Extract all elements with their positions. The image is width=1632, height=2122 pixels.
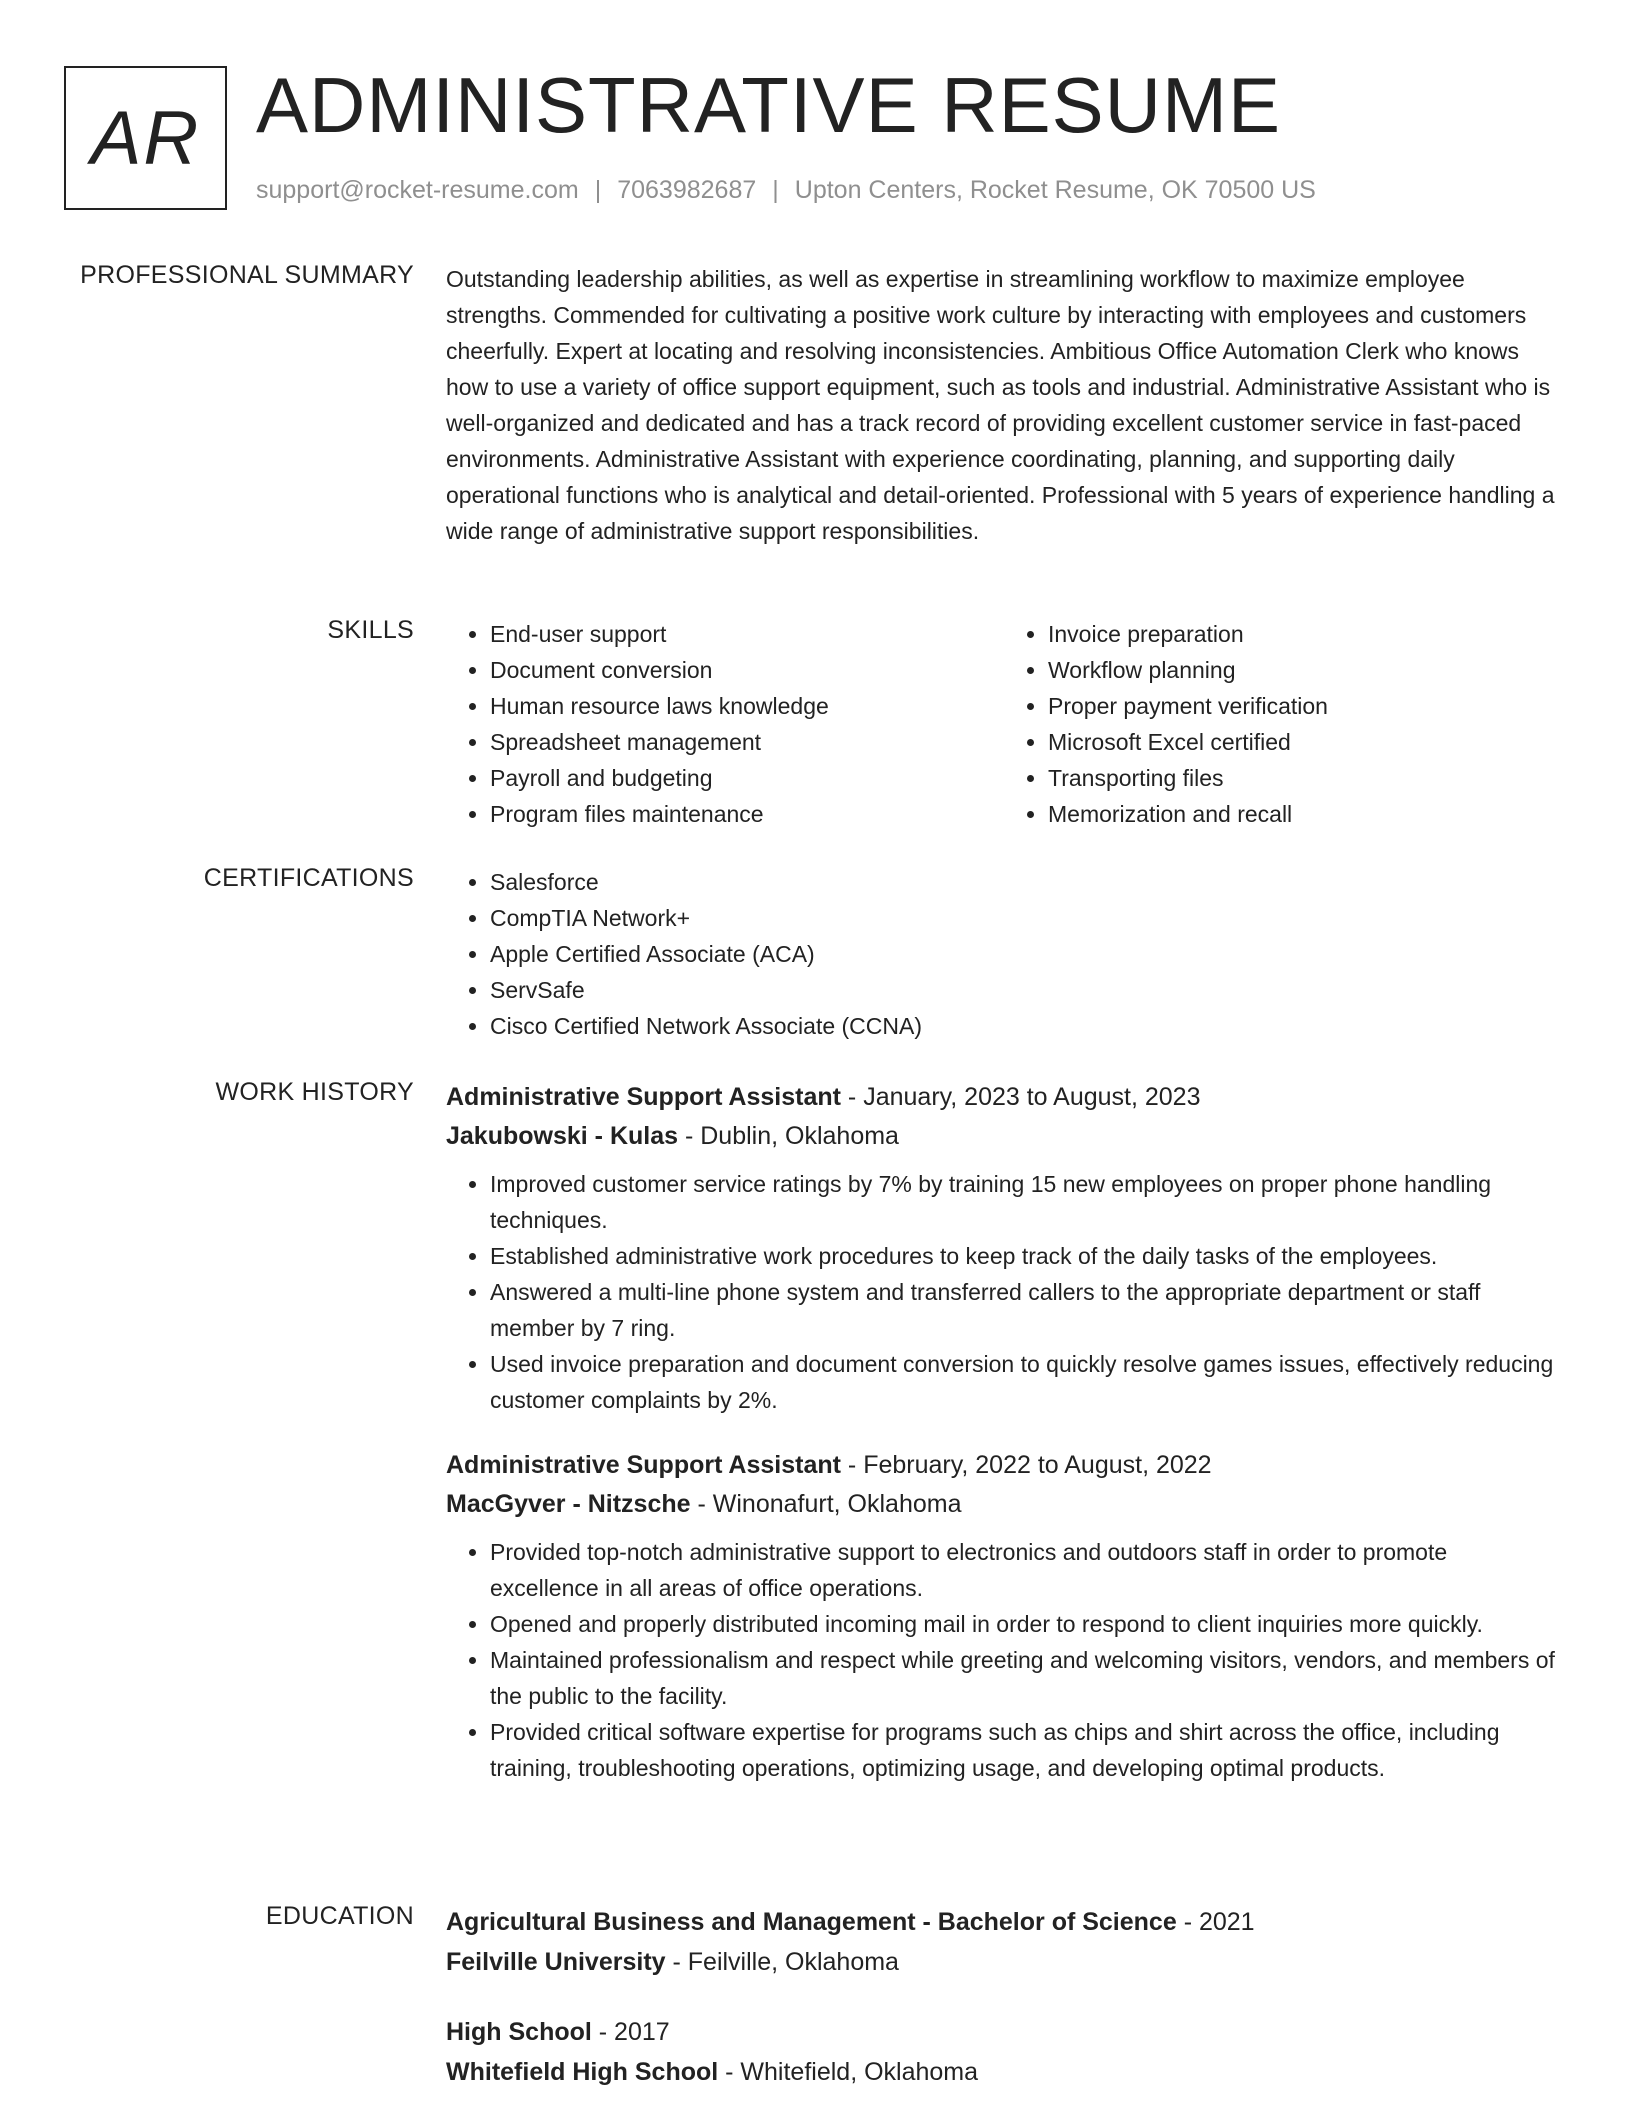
contact-phone[interactable]: 7063982687 — [617, 176, 757, 204]
skill-item: • Invoice preparation — [1048, 616, 1562, 652]
work-history-body — [446, 1078, 1562, 1814]
resume-header — [64, 61, 1564, 211]
education-school: Feilville University — [446, 1948, 666, 1976]
education-entry — [446, 1902, 1562, 1982]
job-title: Administrative Support Assistant — [446, 1451, 841, 1479]
job-bullet: • Improved customer service ratings by 7% by training 15 new employees on proper phone handling techniques. — [490, 1166, 1562, 1238]
contact-email[interactable]: support@rocket-resume.com — [256, 176, 579, 204]
resume-title: ADMINISTRATIVE RESUME — [256, 61, 1281, 149]
certification-item: • CompTIA Network+ — [490, 900, 1562, 936]
job-company-line — [446, 1117, 1562, 1156]
section-label-education: EDUCATION — [265, 1902, 414, 1930]
skill-item: • End-user support — [490, 616, 1004, 652]
monogram-logo: AR — [64, 66, 227, 210]
skill-item: • Document conversion — [490, 652, 1004, 688]
education-school-line — [446, 1942, 1562, 1982]
job-bullet: • Used invoice preparation and document conversion to quickly resolve games issues, effectively reducing customer complaints by 2%. — [490, 1346, 1562, 1418]
contact-separator: | — [594, 176, 602, 204]
skill-item: • Spreadsheet management — [490, 724, 1004, 760]
education-entry — [446, 2012, 1562, 2092]
job-company: Jakubowski - Kulas — [446, 1122, 679, 1150]
education-body — [446, 1902, 1562, 2122]
job-bullets — [446, 1534, 1562, 1786]
skill-item: • Memorization and recall — [1048, 796, 1562, 832]
job-title-line — [446, 1078, 1562, 1117]
skill-item: • Workflow planning — [1048, 652, 1562, 688]
education-school: Whitefield High School — [446, 2058, 719, 2086]
summary-text: Outstanding leadership abilities, as well as expertise in streamlining workflow to maximize employee strengths. Commended for cultivating a positive work culture by interacting with employees and customers cheerfully. Expert at locating and resolving inconsistencies. Ambitious Office Automation Clerk who knows how to use a variety of office support equipment, such as tools and industrial. Administrative Assistant who is well-organized and dedicated and has a track record of providing excellent customer service in fast-paced environments. Administrative Assistant with experience coordinating, planning, and supporting daily operational functions who is analytical and detail-oriented. Professional with 5 years of experience handling a wide range of administrative support responsibilities. — [446, 266, 1555, 544]
job-bullets — [446, 1166, 1562, 1418]
contact-line — [256, 176, 1316, 205]
education-degree: High School — [446, 2018, 592, 2046]
job-dates: - February, 2022 to August, 2022 — [840, 1451, 1212, 1479]
job-bullet: • Established administrative work procedures to keep track of the daily tasks of the employees. — [490, 1238, 1562, 1274]
contact-separator: | — [772, 176, 779, 204]
education-year: - 2017 — [591, 2018, 670, 2046]
education-school-line — [446, 2052, 1562, 2092]
skills-columns — [446, 616, 1562, 832]
section-label-summary: PROFESSIONAL SUMMARY — [80, 261, 414, 289]
skill-item: • Payroll and budgeting — [490, 760, 1004, 796]
certifications-body — [446, 864, 1562, 1044]
skill-item: • Human resource laws knowledge — [490, 688, 1004, 724]
section-label-work-history: WORK HISTORY — [215, 1078, 414, 1106]
skill-item: • Transporting files — [1048, 760, 1562, 796]
job-title: Administrative Support Assistant — [446, 1083, 841, 1111]
job-bullet: • Opened and properly distributed incoming mail in order to respond to client inquiries more quickly. — [490, 1606, 1562, 1642]
job-location: - Winonafurt, Oklahoma — [690, 1490, 962, 1518]
education-degree-line — [446, 1902, 1562, 1942]
job-title-line — [446, 1446, 1562, 1485]
summary-body — [446, 261, 1562, 549]
certification-item: • Salesforce — [490, 864, 1562, 900]
education-degree: Agricultural Business and Management - Bachelor of Science — [446, 1908, 1177, 1936]
job-bullet: • Provided critical software expertise for programs such as chips and shirt across the office, including training, troubleshooting operations, optimizing usage, and developing optimal products. — [490, 1714, 1562, 1786]
education-year: - 2021 — [1176, 1908, 1255, 1936]
skills-list-right — [1004, 616, 1562, 832]
education-location: - Whitefield, Oklahoma — [718, 2058, 979, 2086]
job-company: MacGyver - Nitzsche — [446, 1490, 691, 1518]
job-dates: - January, 2023 to August, 2023 — [840, 1083, 1201, 1111]
education-location: - Feilville, Oklahoma — [665, 1948, 899, 1976]
certification-item: • ServSafe — [490, 972, 1562, 1008]
job-location: - Dublin, Oklahoma — [678, 1122, 899, 1150]
job-entry — [446, 1446, 1562, 1786]
section-label-certifications: CERTIFICATIONS — [203, 864, 414, 892]
section-label-skills: SKILLS — [327, 616, 414, 644]
job-entry — [446, 1078, 1562, 1418]
job-bullet: • Maintained professionalism and respect while greeting and welcoming visitors, vendors, and members of the public to the facility. — [490, 1642, 1562, 1714]
skill-item: • Proper payment verification — [1048, 688, 1562, 724]
skills-body — [446, 616, 1562, 832]
skill-item: • Microsoft Excel certified — [1048, 724, 1562, 760]
skill-item: • Program files maintenance — [490, 796, 1004, 832]
certification-item: • Apple Certified Associate (ACA) — [490, 936, 1562, 972]
job-bullet: • Provided top-notch administrative support to electronics and outdoors staff in order to promote excellence in all areas of office operations. — [490, 1534, 1562, 1606]
education-degree-line — [446, 2012, 1562, 2052]
certifications-list — [446, 864, 1562, 1044]
job-bullet: • Answered a multi-line phone system and transferred callers to the appropriate department or staff member by 7 ring. — [490, 1274, 1562, 1346]
skills-list-left — [446, 616, 1004, 832]
job-company-line — [446, 1485, 1562, 1524]
contact-address: Upton Centers, Rocket Resume, OK 70500 US — [794, 176, 1316, 204]
certification-item: • Cisco Certified Network Associate (CCNA) — [490, 1008, 1562, 1044]
